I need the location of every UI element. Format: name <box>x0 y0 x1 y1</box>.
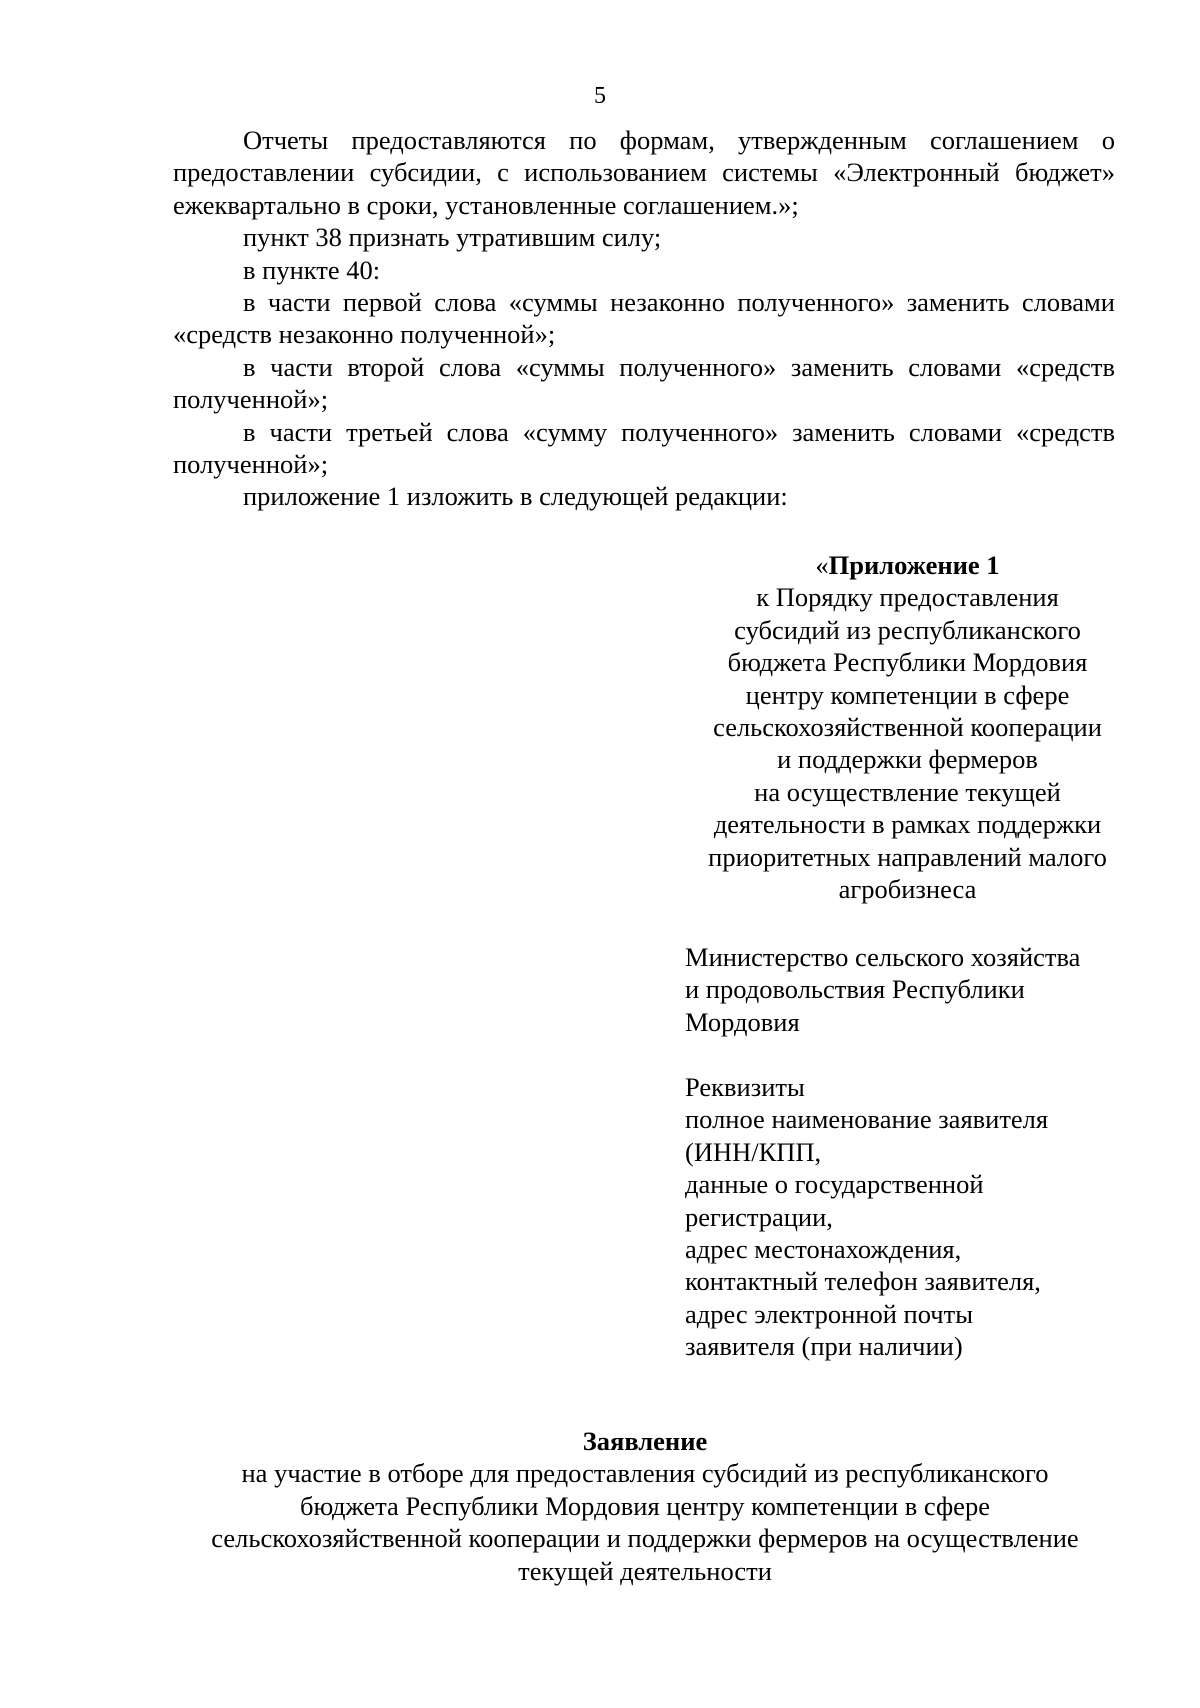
appendix-line: бюджета Республики Мордовия <box>727 647 1088 678</box>
requisites-line: контактный телефон заявителя, <box>685 1266 1041 1297</box>
ministry-line: Министерство сельского хозяйства <box>685 942 1081 972</box>
appendix-line: приоритетных направлений малого <box>708 841 1107 872</box>
requisites-line: (ИНН/КПП, <box>685 1136 822 1167</box>
appendix-line: к Порядку предоставления <box>756 582 1059 613</box>
addressee-ministry <box>685 941 1145 1038</box>
statement-line: текущей деятельности <box>518 1555 772 1586</box>
statement-title: Заявление <box>582 1426 708 1456</box>
statement-heading <box>150 1425 1140 1587</box>
appendix-title <box>680 549 1135 581</box>
page-number: 5 <box>594 83 606 109</box>
body-text <box>173 124 1115 513</box>
paragraph-appendix-intro: приложение 1 изложить в следующей редакции: <box>243 481 788 512</box>
paragraph-part-one: в части первой слова «суммы незаконно полученного» заменить словами «средств незаконно полученной»; <box>173 287 1115 350</box>
ministry-line: Мордовия <box>685 1006 800 1037</box>
appendix-header <box>680 549 1135 905</box>
requisites-line: адрес местонахождения, <box>685 1234 962 1265</box>
requisites-line: данные о государственной <box>685 1169 984 1200</box>
paragraph-part-two: в части второй слова «суммы полученного» заменить словами «средств полученной»; <box>173 351 1115 415</box>
requisites-line: адрес электронной почты <box>685 1298 973 1329</box>
statement-line: бюджета Республики Мордовия центру компетенции в сфере <box>300 1490 990 1521</box>
statement-line: на участие в отборе для предоставления субсидий из республиканского <box>241 1458 1049 1489</box>
appendix-line: на осуществление текущей <box>754 776 1061 807</box>
appendix-title-text: Приложение 1 <box>828 550 1000 580</box>
statement-line: сельскохозяйственной кооперации и поддержки фермеров на осуществление <box>211 1523 1079 1554</box>
appendix-line: субсидий из республиканского <box>734 614 1081 645</box>
requisites-line: регистрации, <box>685 1201 833 1232</box>
appendix-line: и поддержки фермеров <box>777 744 1038 775</box>
paragraph-part-three: в части третьей слова «сумму полученного» заменить словами «средств полученной»; <box>173 416 1115 480</box>
requisites-line: Реквизиты <box>685 1072 805 1102</box>
appendix-line: центру компетенции в сфере <box>745 679 1070 710</box>
appendix-line: агробизнеса <box>838 874 977 905</box>
paragraph-point-40: в пункте 40: <box>243 254 381 285</box>
appendix-line: сельскохозяйственной кооперации <box>713 712 1102 743</box>
paragraph-reports: Отчеты предоставляются по формам, утвержденным соглашением о предоставлении субсидии, с использованием системы «Электронный бюджет» ежеквартально в сроки, установленные соглашением.»; <box>173 125 1115 220</box>
appendix-open-quote: « <box>815 550 829 580</box>
applicant-requisites <box>685 1071 1145 1363</box>
requisites-line: полное наименование заявителя <box>685 1104 1049 1135</box>
appendix-line: деятельности в рамках поддержки <box>713 809 1102 840</box>
requisites-line: заявителя (при наличии) <box>685 1331 963 1362</box>
ministry-line: и продовольствия Республики <box>685 974 1025 1005</box>
paragraph-point-38: пункт 38 признать утратившим силу; <box>243 222 662 253</box>
